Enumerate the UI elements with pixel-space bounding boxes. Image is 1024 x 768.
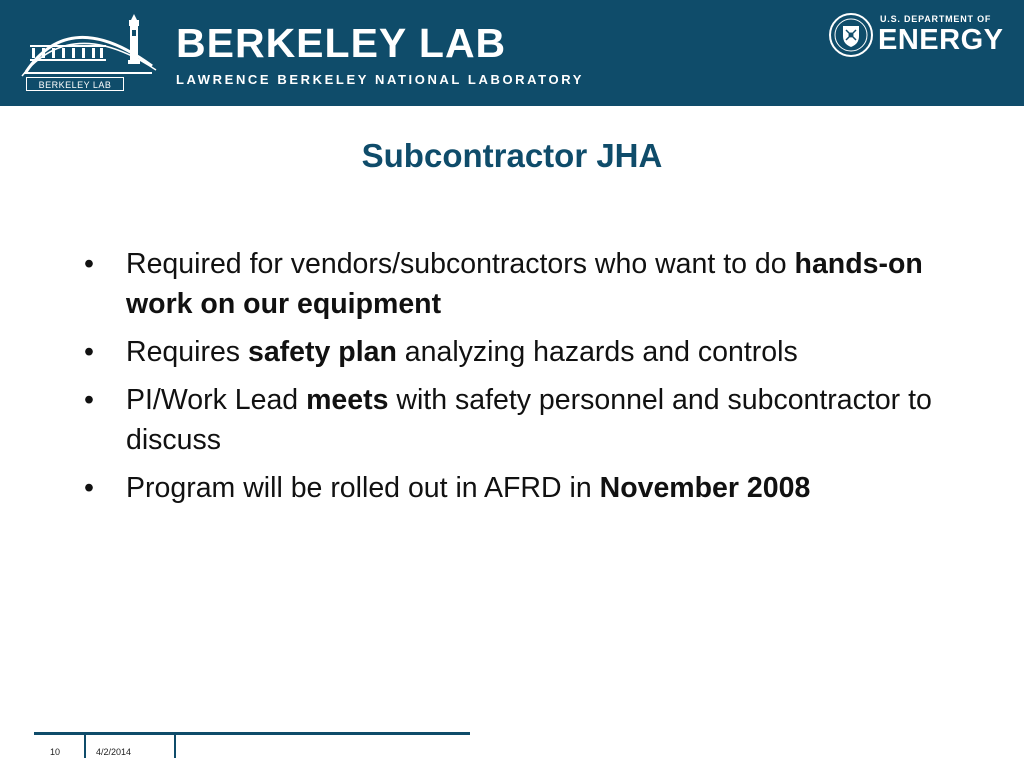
bullet-item [84,380,964,460]
bullet-dot: • [84,384,94,416]
doe-energy-label: ENERGY [878,24,1004,56]
footer-divider [84,735,86,758]
bullet-dot: • [84,472,94,504]
lab-title: BERKELEY LAB [176,20,507,66]
footer-rule [34,732,470,735]
slide-date: 4/2/2014 [96,747,132,757]
bullet-item [84,244,964,324]
bullet-text: analyzing hazards and controls [396,336,798,368]
bullet-dot: • [84,248,94,280]
doe-department-label: U.S. DEPARTMENT OF [880,14,992,24]
bullet-text: with safety personnel and subcontractor to discuss [126,384,932,456]
lab-subtitle: LAWRENCE BERKELEY NATIONAL LABORATORY [176,72,584,87]
lab-logo-caption: BERKELEY LAB [26,77,124,91]
bullet-item [84,468,964,508]
bullet-bold-text: meets [306,384,389,416]
bullet-text: Requires [126,336,248,368]
bullet-text: Program will be rolled out in AFRD in [126,472,600,504]
footer-divider [174,735,176,758]
slide-title: Subcontractor JHA [361,137,663,174]
bullet-text: Required for vendors/subcontractors who want to do [126,248,795,280]
bullet-dot: • [84,336,94,368]
bullet-list [84,244,964,516]
bullet-text: PI/Work Lead [126,384,307,416]
slide-number: 10 [50,747,61,757]
bullet-bold-text: hands-on work on our equipment [126,248,923,320]
header-banner [0,0,1024,106]
doe-seal-icon [828,12,874,58]
bullet-bold-text: November 2008 [599,472,811,504]
bullet-item [84,332,964,372]
bullet-bold-text: safety plan [247,336,397,368]
